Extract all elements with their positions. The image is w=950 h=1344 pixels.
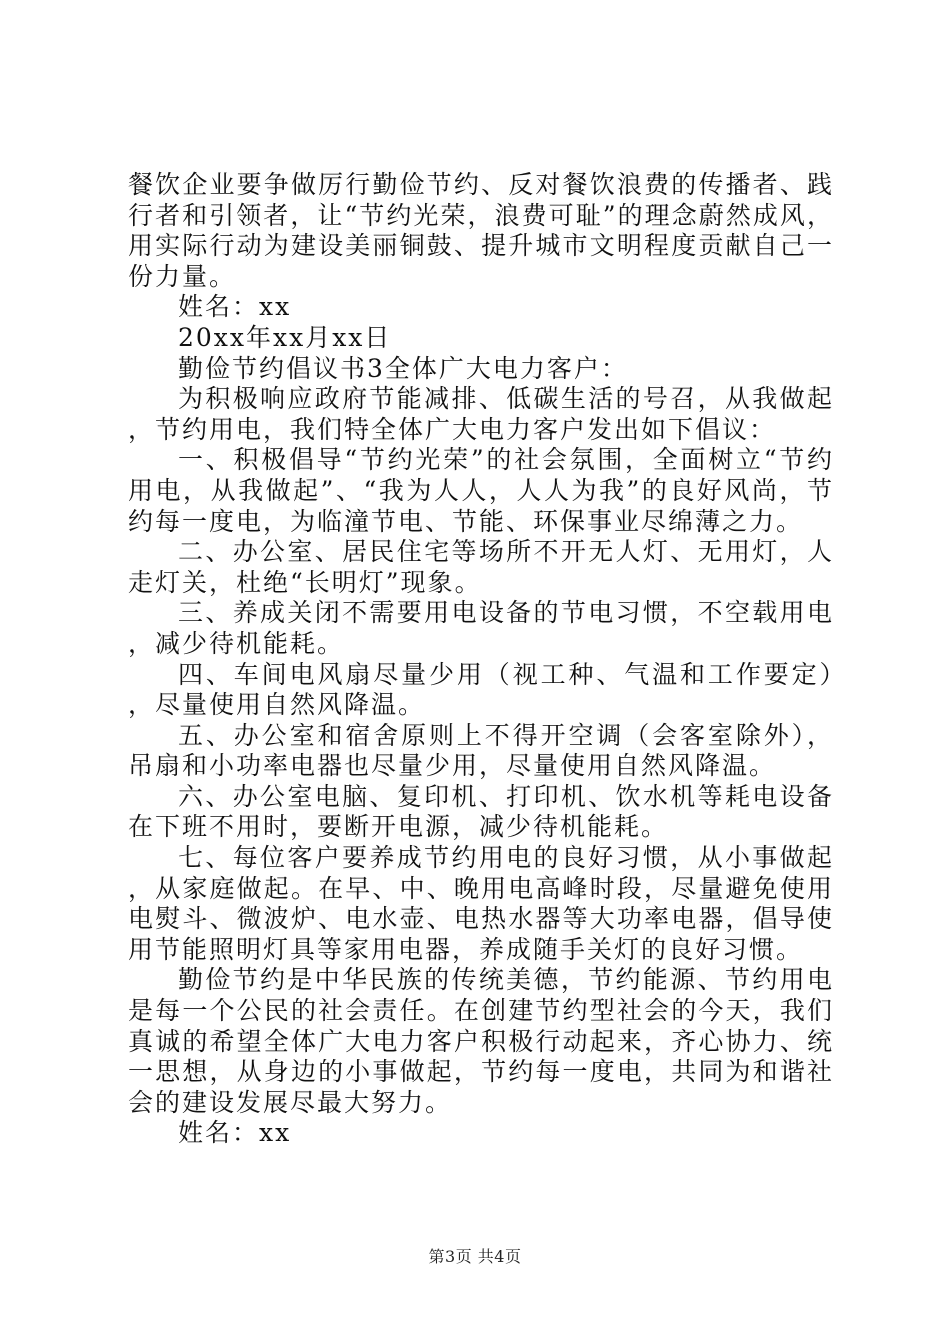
signature-name: 姓名：xx <box>178 292 292 322</box>
proposal-item-2: 二、办公室、居民住宅等场所不开无人灯、无用灯，人走灯关，杜绝“长明灯”现象。 <box>128 537 834 597</box>
page-footer: 第3页 共4页 <box>428 1247 522 1266</box>
signature-date: 20xx年xx月xx日 <box>178 322 392 352</box>
proposal-item-3: 三、养成关闭不需要用电设备的节电习惯，不空载用电，减少待机能耗。 <box>128 598 834 658</box>
document-body <box>128 170 834 1149</box>
closing-signature-name: 姓名：xx <box>178 1118 292 1148</box>
proposal-item-1: 一、积极倡导“节约光荣”的社会氛围，全面树立“节约用电，从我做起”、“我为人人，人人为我”的良好风尚，节约每一度电，为临潼节电、节能、环保事业尽绵薄之力。 <box>128 445 834 536</box>
paragraph-intro-continuation: 餐饮企业要争做厉行勤俭节约、反对餐饮浪费的传播者、践行者和引领者，让“节约光荣，浪费可耻”的理念蔚然成风，用实际行动为建设美丽铜鼓、提升城市文明程度贡献自己一份力量。 <box>128 170 834 291</box>
proposal-item-5: 五、办公室和宿舍原则上不得开空调（会客室除外），吊扇和小功率电器也尽量少用，尽量使用自然风降温。 <box>128 720 834 781</box>
proposal-preamble: 为积极响应政府节能减排、低碳生活的号召，从我做起，节约用电，我们特全体广大电力客户发出如下倡议： <box>128 384 834 444</box>
proposal-item-4: 四、车间电风扇尽量少用（视工种、气温和工作要定），尽量使用自然风降温。 <box>128 659 834 720</box>
proposal-heading: 勤俭节约倡议书3全体广大电力客户： <box>178 353 628 383</box>
proposal-item-7: 七、每位客户要养成节约用电的良好习惯，从小事做起，从家庭做起。在早、中、晚用电高峰时段，尽量避免使用电熨斗、微波炉、电水壶、电热水器等大功率电器，倡导使用节能照明灯具等家用电器，养成随手关灯的良好习惯。 <box>128 843 834 964</box>
proposal-conclusion: 勤俭节约是中华民族的传统美德，节约能源、节约用电是每一个公民的社会责任。在创建节约型社会的今天，我们真诚的希望全体广大电力客户积极行动起来，齐心协力、统一思想，从身边的小事做起，节约每一度电，共同为和谐社会的建设发展尽最大努力。 <box>128 965 834 1117</box>
proposal-item-6: 六、办公室电脑、复印机、打印机、饮水机等耗电设备在下班不用时，要断开电源，减少待机能耗。 <box>128 781 834 842</box>
